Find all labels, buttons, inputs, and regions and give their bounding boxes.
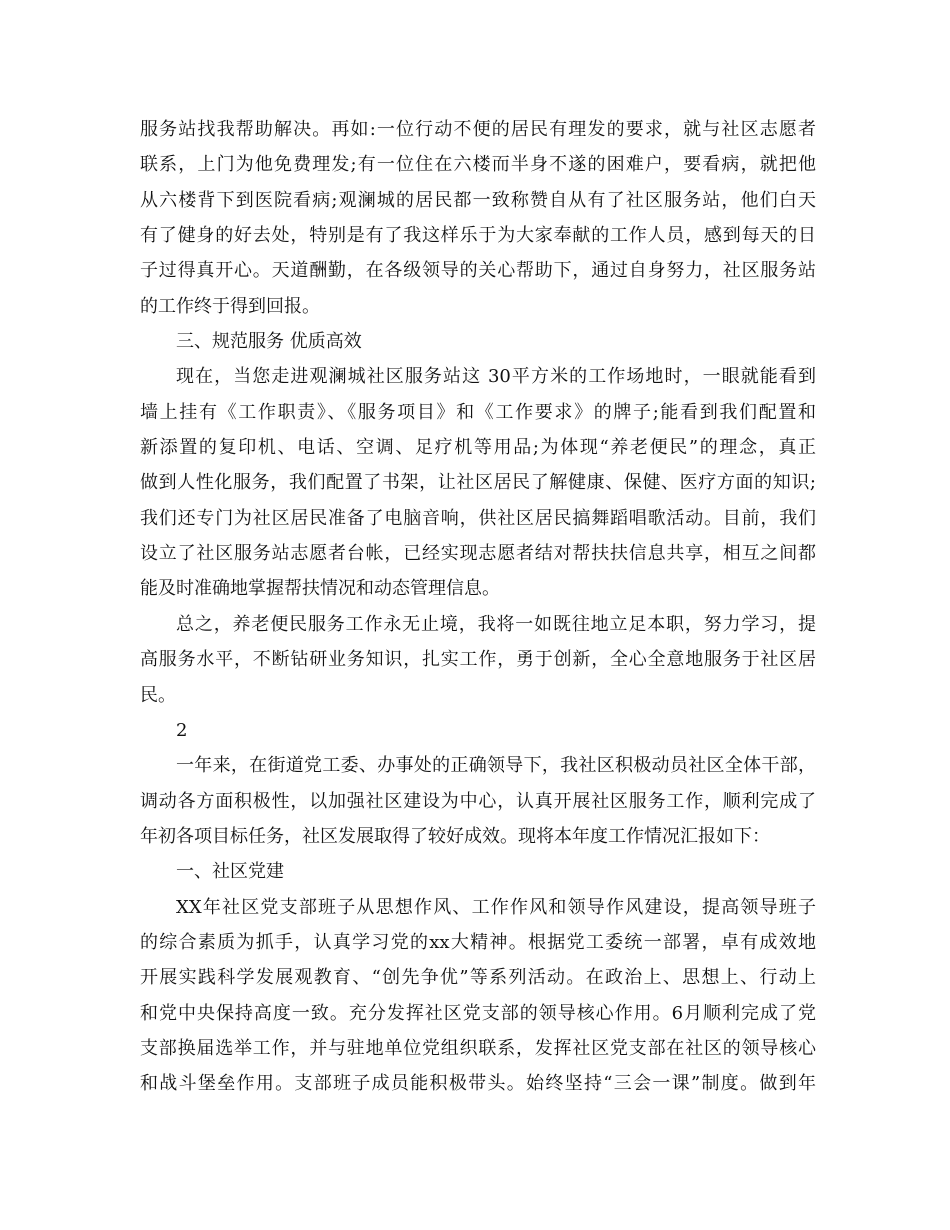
document-body <box>140 112 816 1102</box>
text-line: 现在，当您走进观澜城社区服务站这 30平方米的工作场地时，一眼就能看到 <box>176 366 816 388</box>
text-line: 和党中央保持高度一致。充分发挥社区党支部的领导核心作用。6月顺利完成了党 <box>140 1002 816 1024</box>
text-line: 新添置的复印机、电话、空调、足疗机等用品;为体现“养老便民”的理念，真正 <box>140 437 816 459</box>
text-line: 一年来，在街道党工委、办事处的正确领导下，我社区积极动员社区全体干部， <box>176 755 816 777</box>
text-line: 2 <box>176 719 188 741</box>
text-line: 做到人性化服务，我们配置了书架，让社区居民了解健康、保健、医疗方面的知识; <box>140 472 816 494</box>
text-line: 调动各方面积极性，以加强社区建设为中心，认真开展社区服务工作，顺利完成了 <box>140 790 816 812</box>
text-line: 墙上挂有《工作职责》、《服务项目》和《工作要求》的牌子;能看到我们配置和 <box>140 401 816 423</box>
text-line: 一、社区党建 <box>176 861 284 883</box>
text-line: 服务站找我帮助解决。再如:一位行动不便的居民有理发的要求，就与社区志愿者 <box>140 119 816 140</box>
text-line: 开展实践科学发展观教育、“创先争优”等系列活动。在政治上、思想上、行动上 <box>140 967 816 989</box>
text-line: 支部换届选举工作，并与驻地单位党组织联系，发挥社区党支部在社区的领导核心 <box>140 1037 816 1059</box>
text-line: 能及时准确地掌握帮扶情况和动态管理信息。 <box>140 578 500 600</box>
text-line: 年初各项目标任务，社区发展取得了较好成效。现将本年度工作情况汇报如下： <box>140 825 770 847</box>
text-line: 子过得真开心。天道酬勤，在各级领导的关心帮助下，通过自身努力，社区服务站 <box>140 260 816 282</box>
text-line: 高服务水平，不断钻研业务知识，扎实工作，勇于创新，全心全意地服务于社区居 <box>140 649 816 671</box>
text-line: 总之，养老便民服务工作永无止境，我将一如既往地立足本职，努力学习，提 <box>176 613 816 635</box>
text-line: 设立了社区服务站志愿者台帐，已经实现志愿者结对帮扶扶信息共享，相互之间都 <box>140 543 816 565</box>
text-line: 和战斗堡垒作用。支部班子成员能积极带头。始终坚持“三会一课”制度。做到年 <box>140 1073 816 1095</box>
text-line: 民。 <box>140 684 176 706</box>
text-line: 有了健身的好去处，特别是有了我这样乐于为大家奉献的工作人员，感到每天的日 <box>140 225 816 247</box>
text-line: 从六楼背下到医院看病;观澜城的居民都一致称赞自从有了社区服务站，他们白天 <box>140 189 816 211</box>
text-line: 的综合素质为抓手，认真学习党的xx大精神。根据党工委统一部署，卓有成效地 <box>140 931 816 953</box>
text-line: 联系，上门为他免费理发;有一位住在六楼而半身不遂的困难户，要看病，就把他 <box>140 154 816 176</box>
text-line: XX年社区党支部班子从思想作风、工作作风和领导作风建设，提高领导班子 <box>176 896 816 918</box>
text-line: 的工作终于得到回报。 <box>140 295 320 317</box>
text-line: 我们还专门为社区居民准备了电脑音响，供社区居民搞舞蹈唱歌活动。目前，我们 <box>140 507 816 529</box>
text-line: 三、规范服务 优质高效 <box>176 331 362 353</box>
